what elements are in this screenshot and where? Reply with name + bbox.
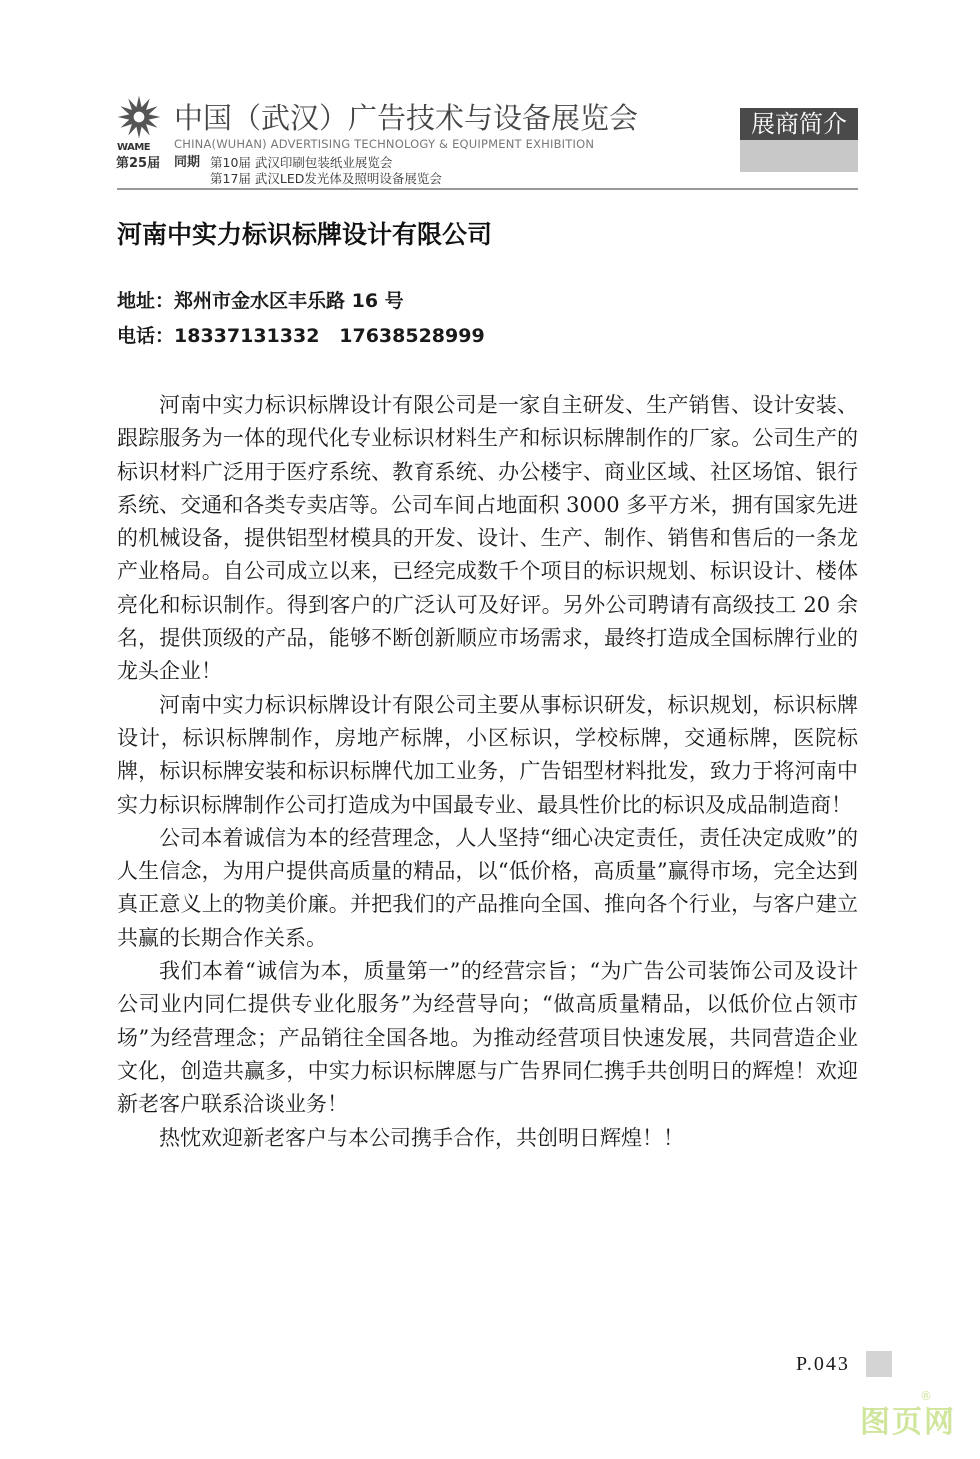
exhibition-subtitle: CHINA(WUHAN) ADVERTISING TECHNOLOGY & EQUIPMENT EXHIBITION [174, 137, 595, 151]
paragraph: 公司本着诚信为本的经营理念，人人坚持“细心决定责任，责任决定成败”的人生信念，为用户提供高质量的精品，以“低价格，高质量”赢得市场，完全达到真正意义上的物美价廉。并把我们的产品推向全国、推向各个行业，与客户建立共赢的长期合作关系。 [117, 825, 858, 950]
exhibition-title: 中国（武汉）广告技术与设备展览会 [174, 101, 639, 135]
paragraph: 河南中实力标识标牌设计有限公司是一家自主研发、生产销售、设计安装、跟踪服务为一体的现代化专业标识材料生产和标识标牌制作的厂家。公司生产的标识材料广泛用于医疗系统、教育系统、办公楼宇、商业区域、社区场馆、银行系统、交通和各类专卖店等。公司车间占地面积 3000 多平方米，拥有国家先进的机械设备，提供铝型材模具的开发、设计、生产、制作、销售和售后的一条龙产业格局。自公司成立以来，已经完成数千个项目的标识规划、标识设计、楼体亮化和标识制作。得到客户的广泛认可及好评。另外公司聘请有高级技工 20 余名，提供顶级的产品，能够不断创新顺应市场需求，最终打造成全国标牌行业的龙头企业！ [117, 393, 858, 684]
paragraph: 我们本着“诚信为本，质量第一”的经营宗旨；“为广告公司装饰公司及设计公司业内同仁提供专业化服务”为经营导向；“做高质量精品，以低价位占领市场”为经营理念；产品销往全国各地。为推动经营项目快速发展，共同营造企业文化，创造共赢多，中实力标识标牌愿与广告界同仁携手共创明日的辉煌！欢迎新老客户联系洽谈业务！ [117, 959, 858, 1117]
page-number-box [866, 1351, 892, 1377]
registered-mark: ® [920, 1389, 932, 1403]
edition-label: 第25届 [116, 156, 161, 171]
section-tag-box [740, 108, 858, 172]
wame-logo-icon [113, 92, 165, 142]
paragraph: 河南中实力标识标牌设计有限公司主要从事标识研发，标识规划，标识标牌设计，标识标牌制作，房地产标牌，小区标识，学校标牌，交通标牌，医院标牌，标识标牌安装和标识标牌代加工业务，广告铝型材料批发，致力于将河南中实力标识标牌制作公司打造成为中国最专业、最具性价比的标识及成品制造商！ [117, 692, 858, 817]
section-tag: 展商简介 [740, 108, 858, 140]
page-number: P.043 [796, 1353, 850, 1375]
header-divider [117, 188, 858, 190]
logo-text: WAME [117, 142, 151, 153]
company-name: 河南中实力标识标牌设计有限公司 [117, 220, 493, 249]
concurrent-exhibition: 第10届 武汉印刷包装纸业展览会 [210, 155, 393, 170]
company-description [117, 389, 858, 1155]
same-period-label: 同期 [174, 155, 201, 170]
watermark: 图页网 [860, 1405, 956, 1440]
company-phone: 电话：18337131332 17638528999 [117, 325, 485, 347]
paragraph: 热忱欢迎新老客户与本公司携手合作，共创明日辉煌！！ [159, 1125, 684, 1150]
company-address: 地址：郑州市金水区丰乐路 16 号 [117, 290, 404, 312]
concurrent-exhibition: 第17届 武汉LED发光体及照明设备展览会 [210, 171, 442, 186]
